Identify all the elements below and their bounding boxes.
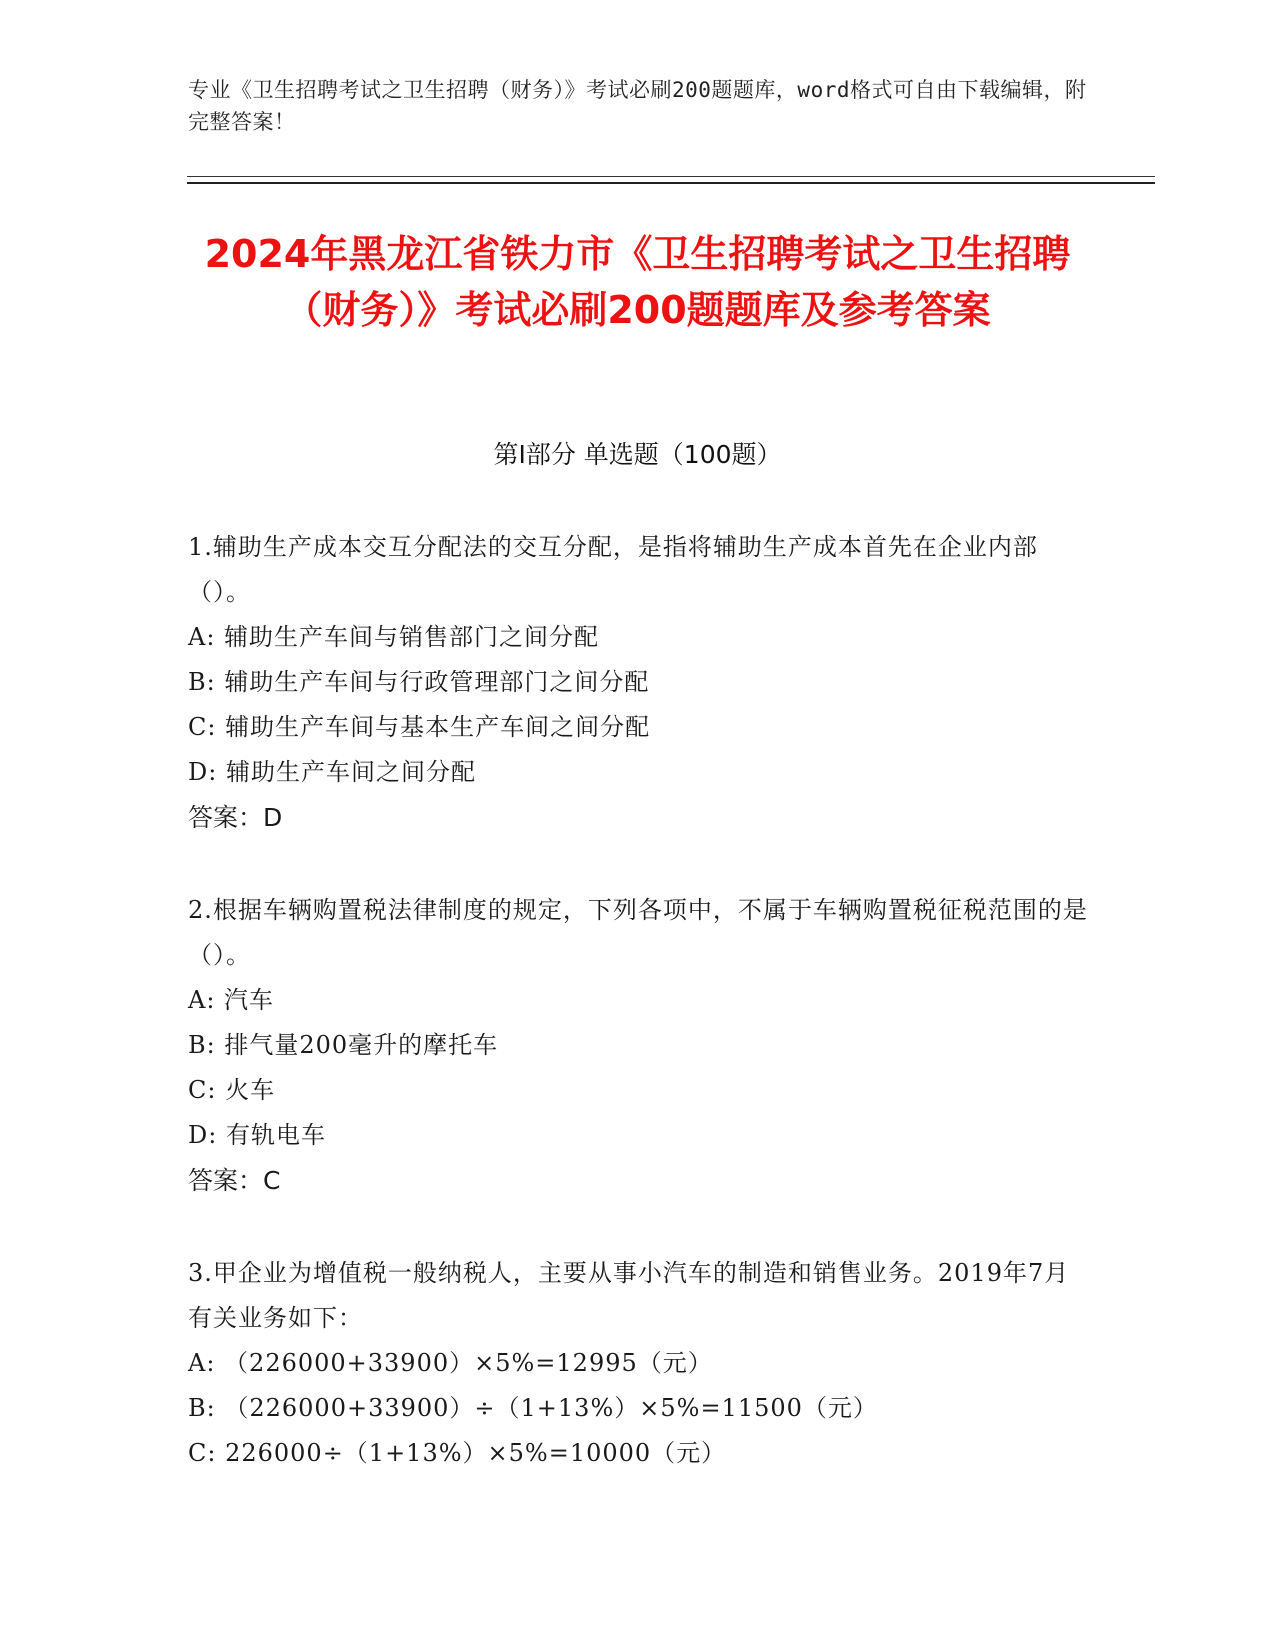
option-d: D: 有轨电车 (188, 1121, 326, 1149)
question-stem: 1.辅助生产成本交互分配法的交互分配，是指将辅助生产成本首先在企业内部（）。 (188, 533, 1038, 606)
question-3 (188, 1251, 1088, 1476)
option-b: B: 排气量200毫升的摩托车 (188, 1031, 499, 1059)
option-c: C: 火车 (188, 1076, 276, 1104)
option-c: C: 辅助生产车间与基本生产车间之间分配 (188, 713, 651, 741)
option-d: D: 辅助生产车间之间分配 (188, 758, 476, 786)
option-a: A: 汽车 (188, 986, 275, 1014)
header-note: 专业《卫生招聘考试之卫生招聘（财务）》考试必刷200题题库，word格式可自由下载编辑，附完整答案！ (188, 78, 1087, 134)
answer-line: 答案：C (188, 1166, 281, 1195)
section-heading: 第I部分 单选题（100题） (493, 440, 782, 469)
question-1 (188, 525, 1088, 840)
question-2 (188, 888, 1088, 1203)
header-divider-thick (187, 182, 1155, 184)
option-b: B: 辅助生产车间与行政管理部门之间分配 (188, 668, 650, 696)
option-c: C: 226000÷（1+13%）×5%=10000（元） (188, 1439, 727, 1467)
option-b: B: （226000+33900）÷（1+13%）×5%=11500（元） (188, 1394, 878, 1422)
document-title: 2024年黑龙江省铁力市《卫生招聘考试之卫生招聘（财务）》考试必刷200题题库及参考答案 (204, 232, 1071, 332)
question-stem: 3.甲企业为增值税一般纳税人，主要从事小汽车的制造和销售业务。2019年7月有关业务如下： (188, 1259, 1070, 1332)
header-divider-thin (187, 176, 1155, 177)
option-a: A: 辅助生产车间与销售部门之间分配 (188, 623, 600, 651)
question-stem: 2.根据车辆购置税法律制度的规定，下列各项中，不属于车辆购置税征税范围的是（）。 (188, 896, 1088, 969)
answer-line: 答案：D (188, 803, 283, 832)
option-a: A: （226000+33900）×5%=12995（元） (188, 1349, 713, 1377)
